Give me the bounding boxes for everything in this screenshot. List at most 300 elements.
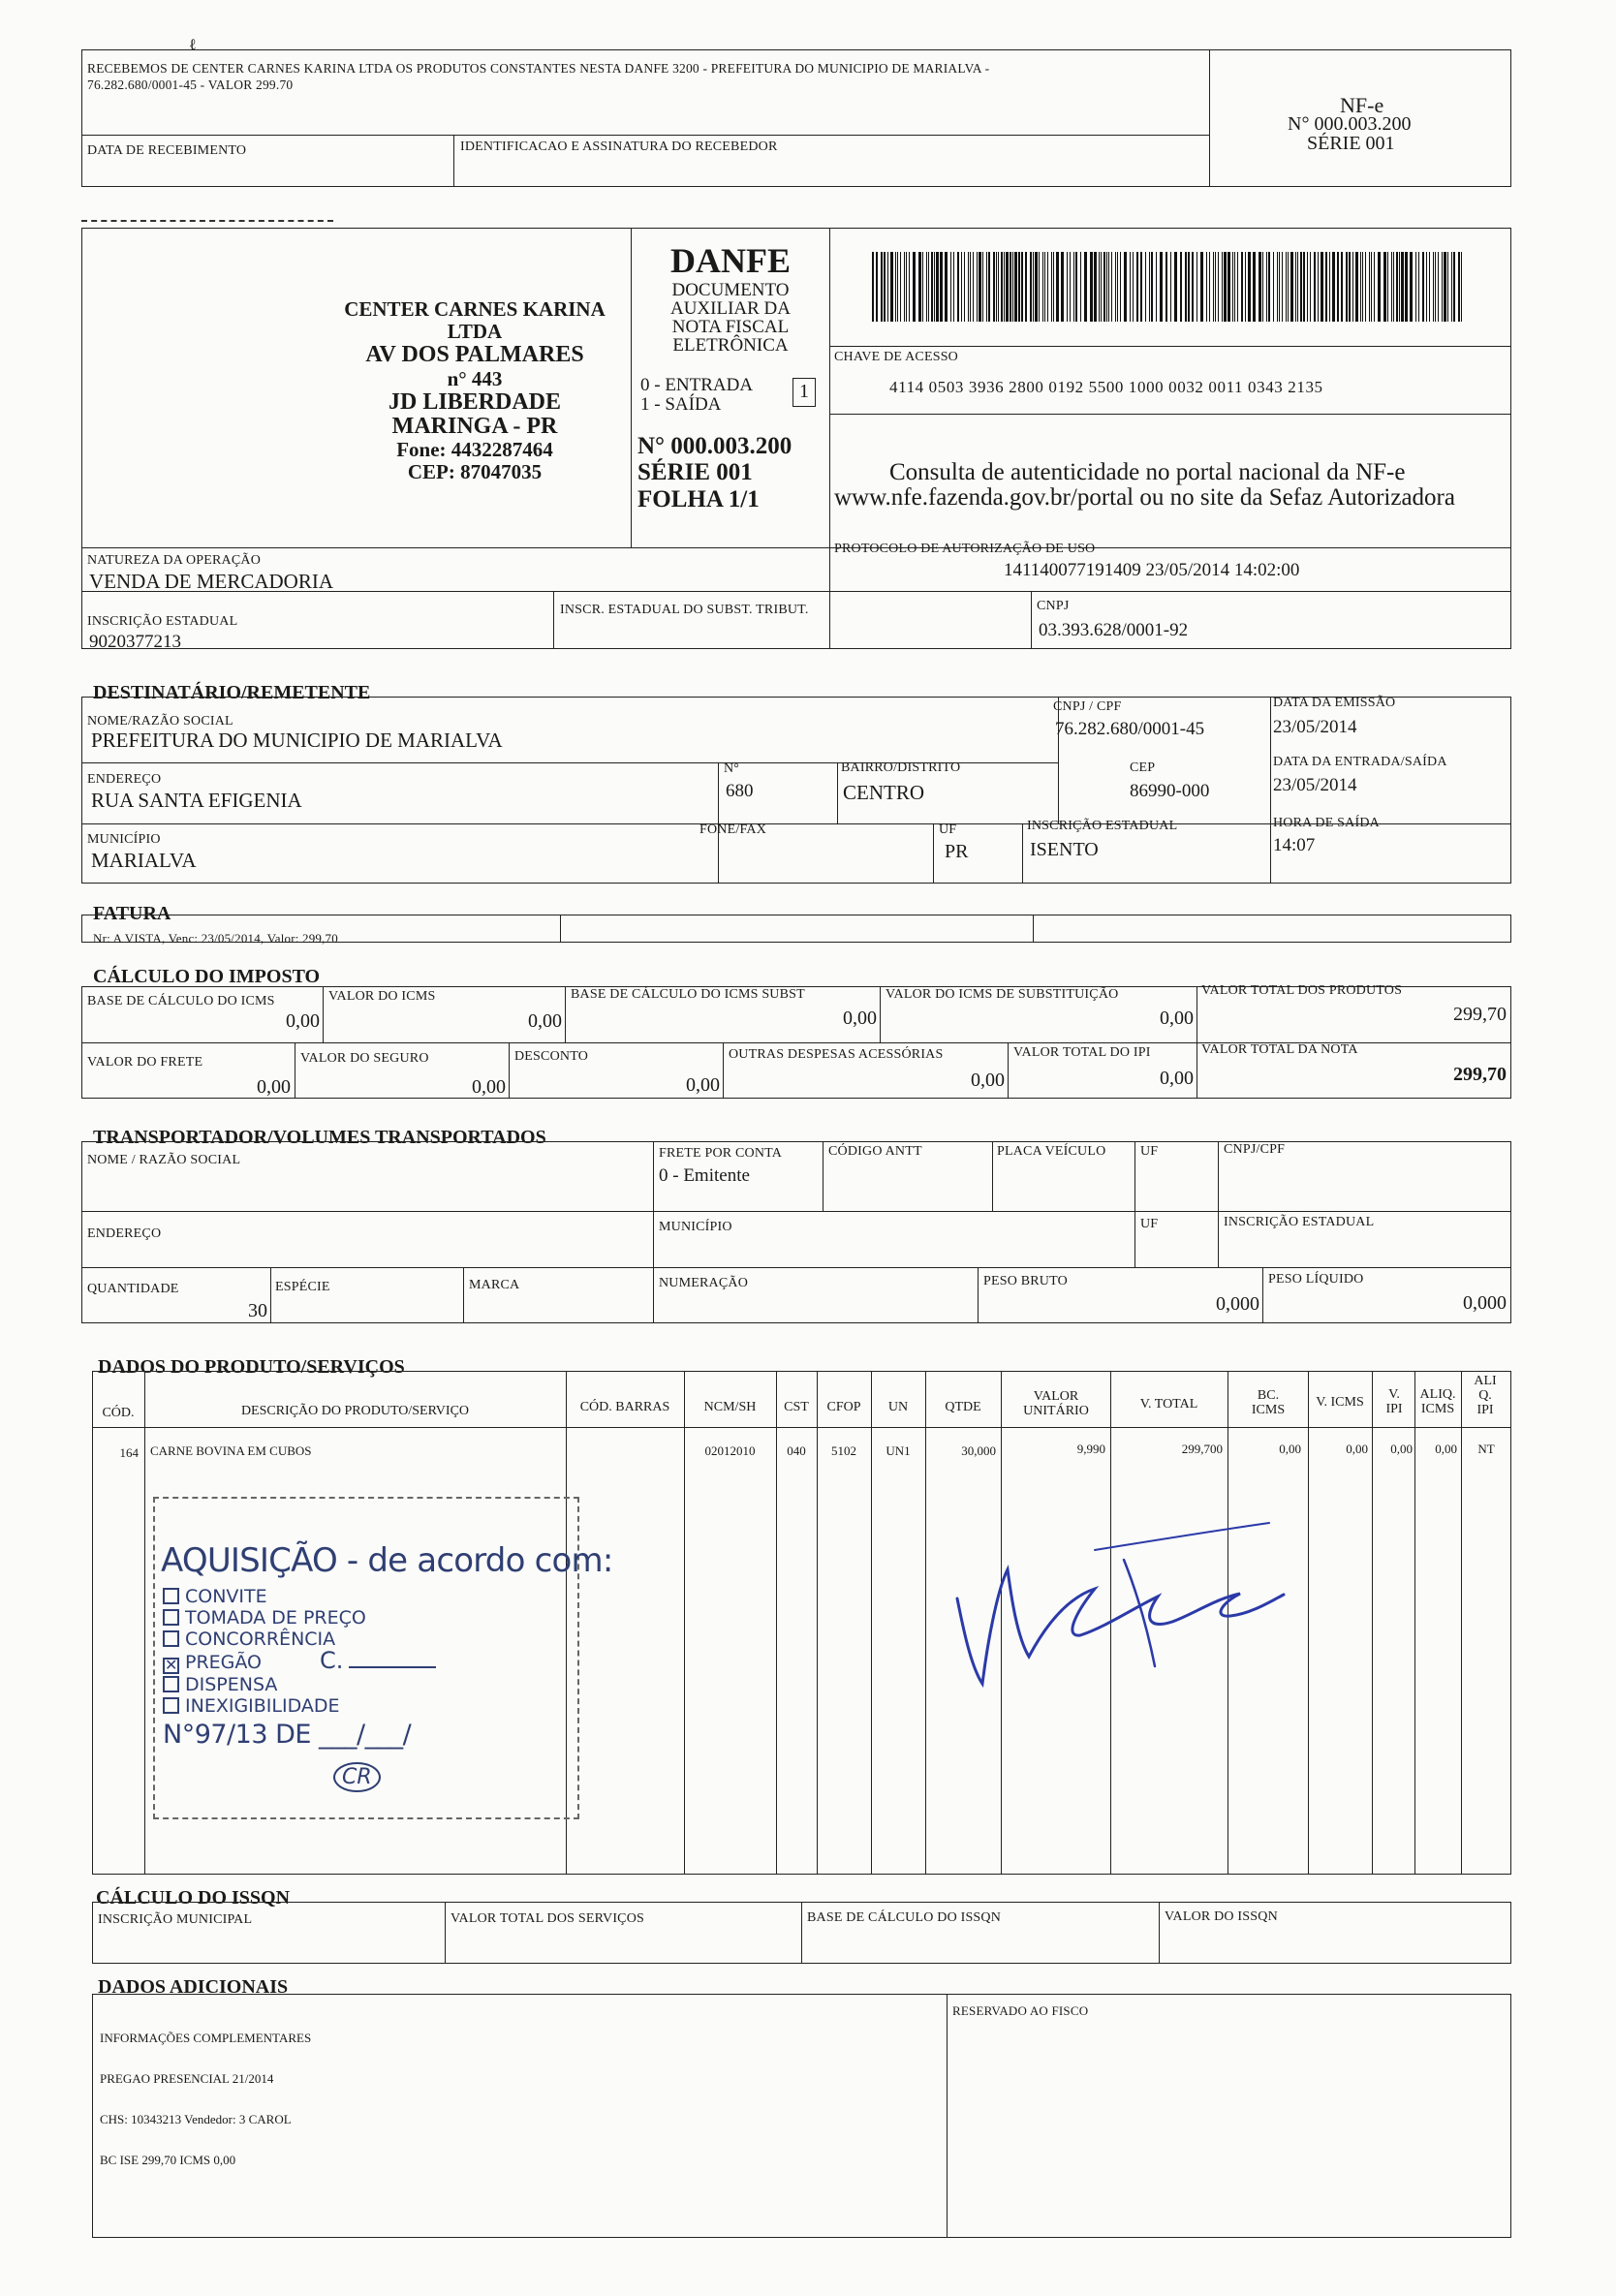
divider bbox=[81, 1211, 1511, 1212]
barcode-bar bbox=[1391, 252, 1392, 322]
barcode-bar bbox=[926, 252, 927, 322]
signature-initials: N bbox=[949, 1521, 950, 1522]
danfe-folha: FOLHA 1/1 bbox=[637, 486, 760, 512]
imposto-section: CÁLCULO DO IMPOSTO bbox=[93, 966, 321, 987]
barcode-bar bbox=[1124, 252, 1127, 322]
barcode-bar bbox=[1297, 252, 1298, 322]
barcode-bar bbox=[945, 252, 948, 322]
dest-municipio-value: MARIALVA bbox=[91, 849, 197, 872]
barcode-bar bbox=[913, 252, 916, 322]
divider bbox=[933, 823, 934, 884]
aquisicao-stamp bbox=[153, 1497, 613, 1819]
cut-line bbox=[81, 220, 333, 222]
stamp-title: AQUISIÇÃO - de acordo com: bbox=[161, 1541, 613, 1580]
barcode-bar bbox=[1018, 252, 1020, 322]
transp-endereco-label: ENDEREÇO bbox=[87, 1226, 162, 1241]
danfe-entrada: 0 - ENTRADA bbox=[640, 375, 754, 395]
total-nota-label: VALOR TOTAL DA NOTA bbox=[1201, 1042, 1358, 1057]
barcode-bar bbox=[1248, 252, 1251, 322]
barcode-bar bbox=[1369, 252, 1370, 322]
data-recebimento-label: DATA DE RECEBIMENTO bbox=[87, 143, 247, 158]
barcode-bar bbox=[1094, 252, 1097, 322]
valor-subst-value: 0,00 bbox=[1160, 1008, 1194, 1029]
transportador-section: TRANSPORTADOR/VOLUMES TRANSPORTADOS bbox=[93, 1127, 546, 1148]
transp-peso-bruto-label: PESO BRUTO bbox=[983, 1274, 1068, 1288]
barcode-bar bbox=[977, 252, 978, 322]
barcode-bar bbox=[1337, 252, 1339, 322]
barcode-bar bbox=[1360, 252, 1361, 322]
dest-nome-value: PREFEITURA DO MUNICIPIO DE MARIALVA bbox=[91, 729, 503, 752]
barcode-bar bbox=[1314, 252, 1316, 322]
danfe-subtitle-line: ELETRÔNICA bbox=[672, 335, 789, 356]
cell-cfop: 5102 bbox=[831, 1443, 856, 1458]
barcode-bar bbox=[876, 252, 878, 322]
base-subst-value: 0,00 bbox=[843, 1008, 877, 1029]
barcode-bar bbox=[1042, 252, 1043, 322]
barcode-bar bbox=[1237, 252, 1238, 322]
barcode-bar bbox=[1307, 252, 1308, 322]
barcode-bar bbox=[1120, 252, 1121, 322]
barcode-bar bbox=[1332, 252, 1335, 322]
barcode-bar bbox=[1422, 252, 1424, 322]
adicionais-info-line: BC ISE 299,70 ICMS 0,00 bbox=[100, 2153, 236, 2167]
divider bbox=[880, 986, 881, 1042]
transp-antt-label: CÓDIGO ANTT bbox=[828, 1144, 922, 1159]
barcode-bar bbox=[1021, 252, 1023, 322]
transp-frete-value: 0 - Emitente bbox=[659, 1165, 750, 1186]
stamp-pregao-suffix: C. bbox=[320, 1647, 344, 1674]
stamp-option-convite bbox=[163, 1586, 436, 1607]
checkbox-checked-icon: ✕ bbox=[165, 1656, 178, 1674]
barcode-bar bbox=[1341, 252, 1343, 322]
barcode-bar bbox=[1053, 252, 1054, 322]
adicionais-info bbox=[100, 2004, 311, 2181]
cell-desc: CARNE BOVINA EM CUBOS bbox=[150, 1443, 312, 1458]
base-icms-value: 0,00 bbox=[286, 1010, 320, 1032]
barcode-bar bbox=[1145, 252, 1146, 322]
col-aliqicms: ALIQ. ICMS bbox=[1419, 1387, 1456, 1416]
emitente-district: JD LIBERDADE bbox=[388, 389, 562, 415]
barcode-bar bbox=[1241, 252, 1243, 322]
total-prod-label: VALOR TOTAL DOS PRODUTOS bbox=[1201, 983, 1403, 998]
col-vtotal: V. TOTAL bbox=[1139, 1397, 1198, 1412]
col-ncm: NCM/SH bbox=[703, 1400, 757, 1414]
dest-nome-label: NOME/RAZÃO SOCIAL bbox=[87, 714, 233, 729]
cell-vtotal: 299,700 bbox=[1181, 1442, 1223, 1456]
col-barras: CÓD. BARRAS bbox=[579, 1400, 670, 1414]
transp-numeracao-label: NUMERAÇÃO bbox=[659, 1276, 749, 1290]
barcode-bar bbox=[1396, 252, 1398, 322]
transp-especie-label: ESPÉCIE bbox=[275, 1280, 330, 1294]
ipi-label: VALOR TOTAL DO IPI bbox=[1013, 1045, 1151, 1060]
barcode-bar bbox=[1426, 252, 1427, 322]
barcode-bar bbox=[1387, 252, 1388, 322]
barcode-bar bbox=[968, 252, 969, 322]
divider bbox=[270, 1267, 271, 1323]
barcode-bar bbox=[1266, 252, 1267, 322]
barcode-bar bbox=[1374, 252, 1375, 322]
barcode-bar bbox=[1310, 252, 1311, 322]
stamp-option-concorrencia bbox=[163, 1629, 436, 1650]
ie-subst-label: INSCR. ESTADUAL DO SUBST. TRIBUT. bbox=[560, 603, 809, 617]
barcode-bar bbox=[1447, 252, 1448, 322]
divider bbox=[1262, 1267, 1263, 1323]
ipi-value: 0,00 bbox=[1160, 1068, 1194, 1089]
emitente-city: MARINGA - PR bbox=[391, 414, 558, 439]
identificacao-label: IDENTIFICACAO E ASSINATURA DO RECEBEDOR bbox=[460, 140, 778, 154]
barcode-bar bbox=[1033, 252, 1034, 322]
cell-vunit: 9,990 bbox=[1076, 1442, 1105, 1456]
divider bbox=[1008, 1042, 1009, 1099]
dest-hora-value: 14:07 bbox=[1273, 835, 1316, 855]
transp-quantidade-label: QUANTIDADE bbox=[87, 1282, 179, 1296]
barcode-bar bbox=[1355, 252, 1358, 322]
cell-qtde: 30,000 bbox=[961, 1443, 996, 1458]
barcode-bar bbox=[1039, 252, 1040, 322]
seguro-label: VALOR DO SEGURO bbox=[300, 1051, 429, 1066]
barcode-bar bbox=[900, 252, 901, 322]
cell-vipi: 0,00 bbox=[1390, 1442, 1413, 1456]
col-cod: CÓD. bbox=[102, 1406, 135, 1420]
barcode-bar bbox=[957, 252, 959, 322]
stamp-option-label: CONVITE bbox=[185, 1586, 267, 1607]
stamp-options bbox=[163, 1586, 436, 1717]
danfe-serie: SÉRIE 001 bbox=[637, 459, 753, 485]
barcode-bar bbox=[904, 252, 905, 322]
protocolo-label: PROTOCOLO DE AUTORIZAÇÃO DE USO bbox=[834, 542, 1096, 556]
transp-quantidade-value: 30 bbox=[248, 1300, 267, 1321]
dest-emissao-value: 23/05/2014 bbox=[1273, 717, 1357, 737]
destinatario-section: DESTINATÁRIO/REMETENTE bbox=[93, 682, 371, 703]
adicionais-info-line: INFORMAÇÕES COMPLEMENTARES bbox=[100, 2031, 312, 2045]
dest-uf-label: UF bbox=[939, 822, 957, 837]
barcode-bar bbox=[1044, 252, 1045, 322]
barcode-bar bbox=[1130, 252, 1131, 322]
barcode-bar bbox=[1438, 252, 1439, 322]
barcode-bar bbox=[1442, 252, 1443, 322]
cnpj-value: 03.393.628/0001-92 bbox=[1039, 620, 1189, 640]
protocolo-value: 141140077191409 23/05/2014 14:02:00 bbox=[1004, 560, 1300, 580]
stamp-option-label: INEXIGIBILIDADE bbox=[185, 1695, 340, 1717]
barcode-bar bbox=[1383, 252, 1386, 322]
barcode-bar bbox=[950, 252, 951, 322]
col-cst: CST bbox=[784, 1400, 809, 1414]
ie-label: INSCRIÇÃO ESTADUAL bbox=[87, 614, 238, 629]
natureza-label: NATUREZA DA OPERAÇÃO bbox=[87, 553, 262, 568]
dest-num-value: 680 bbox=[726, 781, 754, 801]
barcode-bar bbox=[1035, 252, 1038, 322]
transp-municipio-label: MUNICÍPIO bbox=[659, 1220, 732, 1234]
barcode-bar bbox=[1151, 252, 1153, 322]
barcode-bar bbox=[973, 252, 974, 322]
checkbox-icon bbox=[163, 1697, 179, 1714]
barcode-bar bbox=[1075, 252, 1077, 322]
barcode-bar bbox=[928, 252, 929, 322]
danfe-title: DANFE bbox=[670, 241, 791, 280]
barcode-bar bbox=[1160, 252, 1163, 322]
barcode-bar bbox=[872, 252, 874, 322]
barcode-bar bbox=[1245, 252, 1246, 322]
divider bbox=[445, 1902, 446, 1964]
barcode-bar bbox=[1061, 252, 1064, 322]
danfe-subtitle bbox=[632, 281, 829, 355]
col-vunit: VALOR UNITÁRIO bbox=[1023, 1389, 1089, 1418]
barcode-bar bbox=[1010, 252, 1011, 322]
barcode-bar bbox=[1030, 252, 1032, 322]
stamp-initials: CR bbox=[333, 1762, 381, 1792]
barcode-bar bbox=[1111, 252, 1112, 322]
divider bbox=[992, 1141, 993, 1211]
stamp-option-tomada bbox=[163, 1607, 436, 1629]
barcode-bar bbox=[1108, 252, 1109, 322]
divider bbox=[723, 1042, 724, 1099]
danfe-subtitle-line: AUXILIAR DA bbox=[669, 298, 791, 319]
cell-ncm: 02012010 bbox=[704, 1443, 756, 1458]
checkbox-icon bbox=[163, 1630, 179, 1647]
barcode-bar bbox=[993, 252, 995, 322]
stamp-option-inexigibilidade bbox=[163, 1695, 436, 1717]
barcode-bar bbox=[1329, 252, 1330, 322]
transp-cnpj-label: CNPJ/CPF bbox=[1224, 1142, 1286, 1157]
barcode-bar bbox=[1174, 252, 1177, 322]
barcode-bar bbox=[1346, 252, 1348, 322]
col-desc: DESCRIÇÃO DO PRODUTO/SERVIÇO bbox=[240, 1404, 470, 1418]
dest-cnpj-value: 76.282.680/0001-45 bbox=[1055, 719, 1205, 739]
barcode-bar bbox=[1103, 252, 1105, 322]
barcode-bar bbox=[909, 252, 910, 322]
emitente-name1: CENTER CARNES KARINA bbox=[344, 297, 606, 321]
divider bbox=[1022, 823, 1023, 884]
dest-entrada-label: DATA DA ENTRADA/SAÍDA bbox=[1273, 755, 1447, 769]
barcode-bar bbox=[1001, 252, 1003, 322]
divider bbox=[463, 1267, 464, 1323]
desconto-value: 0,00 bbox=[686, 1074, 720, 1096]
canhoto-nfe-serie: SÉRIE 001 bbox=[1307, 133, 1395, 154]
transp-marca-label: MARCA bbox=[469, 1278, 520, 1292]
barcode-bar bbox=[1117, 252, 1118, 322]
emitente-name2: LTDA bbox=[447, 320, 503, 343]
issqn-servicos-label: VALOR TOTAL DOS SERVIÇOS bbox=[451, 1911, 645, 1926]
barcode-bar bbox=[1133, 252, 1134, 322]
barcode-bar bbox=[1051, 252, 1052, 322]
checkbox-icon bbox=[163, 1609, 179, 1626]
barcode-bar bbox=[1099, 252, 1100, 322]
barcode-bar bbox=[1303, 252, 1305, 322]
divider bbox=[947, 1994, 948, 2238]
divider bbox=[323, 986, 324, 1042]
stamp-option-pregao bbox=[163, 1647, 436, 1674]
stamp-option-label: DISPENSA bbox=[185, 1674, 278, 1695]
divider bbox=[565, 986, 566, 1042]
barcode-bar bbox=[1259, 252, 1261, 322]
barcode-bar bbox=[1213, 252, 1214, 322]
barcode-bar bbox=[1453, 252, 1455, 322]
col-vicms: V. ICMS bbox=[1316, 1395, 1364, 1410]
barcode-bar bbox=[1006, 252, 1009, 322]
barcode-bar bbox=[1273, 252, 1274, 322]
seguro-value: 0,00 bbox=[472, 1076, 506, 1098]
barcode-bar bbox=[1101, 252, 1102, 322]
barcode-bar bbox=[1170, 252, 1171, 322]
dest-cep-value: 86990-000 bbox=[1130, 781, 1210, 801]
base-subst-label: BASE DE CÁLCULO DO ICMS SUBST bbox=[571, 987, 805, 1002]
produtos-section: DADOS DO PRODUTO/SERVIÇOS bbox=[98, 1356, 405, 1378]
danfe-subtitle-line: NOTA FISCAL bbox=[671, 317, 790, 337]
cell-aliqipi: NT bbox=[1477, 1442, 1495, 1456]
divider bbox=[823, 1141, 824, 1211]
barcode-bar bbox=[1349, 252, 1351, 322]
barcode-bar bbox=[996, 252, 997, 322]
divider bbox=[1134, 1141, 1135, 1267]
barcode-bar bbox=[940, 252, 943, 322]
barcode-bar bbox=[922, 252, 923, 322]
emitente-number: n° 443 bbox=[447, 367, 503, 390]
frete-label: VALOR DO FRETE bbox=[87, 1055, 203, 1070]
barcode-bar bbox=[884, 252, 886, 322]
dest-endereco-label: ENDEREÇO bbox=[87, 772, 162, 787]
issqn-valor-label: VALOR DO ISSQN bbox=[1165, 1909, 1278, 1924]
barcode-bar bbox=[1362, 252, 1363, 322]
barcode-bar bbox=[1200, 252, 1203, 322]
barcode-bar bbox=[936, 252, 939, 322]
barcode-bar bbox=[998, 252, 999, 322]
cell-cst: 040 bbox=[787, 1443, 806, 1458]
barcode-bar bbox=[1222, 252, 1223, 322]
divider bbox=[553, 591, 554, 649]
fatura-section: FATURA bbox=[93, 903, 171, 924]
barcode-bar bbox=[931, 252, 933, 322]
adicionais-info-line: CHS: 10343213 Vendedor: 3 CAROL bbox=[100, 2112, 292, 2126]
dest-emissao-label: DATA DA EMISSÃO bbox=[1273, 696, 1396, 710]
transp-uf2-label: UF bbox=[1140, 1217, 1159, 1231]
valor-icms-label: VALOR DO ICMS bbox=[328, 989, 436, 1004]
barcode-bar bbox=[1140, 252, 1142, 322]
barcode-bar bbox=[1352, 252, 1353, 322]
stamp-option-label: PREGÃO bbox=[185, 1652, 263, 1673]
emitente-phone: Fone: 4432287464 bbox=[396, 438, 553, 461]
dest-cnpj-label: CNPJ / CPF bbox=[1053, 699, 1122, 714]
barcode-bar bbox=[887, 252, 888, 322]
desconto-label: DESCONTO bbox=[514, 1049, 589, 1064]
divider bbox=[1033, 915, 1034, 943]
chave-label: CHAVE DE ACESSO bbox=[834, 350, 958, 364]
barcode-bar bbox=[1378, 252, 1381, 322]
divider bbox=[829, 346, 1511, 347]
barcode-bar bbox=[1444, 252, 1446, 322]
barcode-bar bbox=[1224, 252, 1227, 322]
dest-uf-value: PR bbox=[945, 841, 969, 862]
divider bbox=[978, 1267, 979, 1323]
barcode-bar bbox=[1371, 252, 1372, 322]
barcode bbox=[872, 252, 1465, 322]
divider bbox=[801, 1902, 802, 1964]
stamp-numero: N°97/13 DE ___/___/ bbox=[163, 1720, 412, 1750]
divider bbox=[1058, 697, 1059, 823]
transportador-block bbox=[81, 1141, 1511, 1323]
dest-ie-value: ISENTO bbox=[1030, 839, 1099, 860]
barcode-bar bbox=[1106, 252, 1107, 322]
barcode-bar bbox=[953, 252, 954, 322]
barcode-bar bbox=[1458, 252, 1460, 322]
barcode-bar bbox=[934, 252, 935, 322]
barcode-bar bbox=[1282, 252, 1283, 322]
barcode-bar bbox=[1215, 252, 1216, 322]
divider bbox=[1159, 1902, 1160, 1964]
col-vipi: V. IPI bbox=[1385, 1387, 1403, 1416]
barcode-bar bbox=[1461, 252, 1462, 322]
dest-num-label: N° bbox=[724, 761, 740, 776]
barcode-bar bbox=[1004, 252, 1005, 322]
barcode-bar bbox=[1012, 252, 1013, 322]
barcode-bar bbox=[961, 252, 962, 322]
barcode-bar bbox=[979, 252, 981, 322]
signature bbox=[949, 1521, 1308, 1705]
cell-vicms: 0,00 bbox=[1346, 1442, 1368, 1456]
stamp-option-dispensa bbox=[163, 1674, 436, 1695]
dest-ie-label: INSCRIÇÃO ESTADUAL bbox=[1027, 819, 1178, 833]
barcode-bar bbox=[1067, 252, 1068, 322]
transp-uf-label: UF bbox=[1140, 1144, 1159, 1159]
barcode-bar bbox=[897, 252, 898, 322]
barcode-bar bbox=[964, 252, 965, 322]
total-nota-value: 299,70 bbox=[1453, 1064, 1507, 1085]
barcode-bar bbox=[1429, 252, 1430, 322]
barcode-bar bbox=[1405, 252, 1408, 322]
barcode-bar bbox=[1188, 252, 1190, 322]
barcode-bar bbox=[1070, 252, 1071, 322]
canhoto-text-line2: 76.282.680/0001-45 - VALOR 299.70 bbox=[87, 78, 294, 92]
barcode-bar bbox=[1399, 252, 1400, 322]
barcode-bar bbox=[1268, 252, 1270, 322]
barcode-bar bbox=[895, 252, 896, 322]
adicionais-section: DADOS ADICIONAIS bbox=[98, 1976, 289, 1998]
col-aliqipi: ALI Q. IPI bbox=[1474, 1374, 1497, 1417]
transp-frete-label: FRETE POR CONTA bbox=[659, 1146, 783, 1161]
danfe-subtitle-line: DOCUMENTO bbox=[671, 280, 790, 300]
barcode-bar bbox=[1014, 252, 1017, 322]
emitente-address: AV DOS PALMARES bbox=[365, 342, 584, 367]
barcode-bar bbox=[988, 252, 990, 322]
divider bbox=[837, 762, 838, 823]
col-cfop: CFOP bbox=[826, 1400, 861, 1414]
barcode-bar bbox=[1073, 252, 1074, 322]
checkbox-icon bbox=[163, 1588, 179, 1604]
canhoto-nfe-label: NF-e bbox=[1340, 93, 1384, 117]
divider bbox=[1209, 49, 1210, 187]
dest-hora-label: HORA DE SAÍDA bbox=[1273, 816, 1380, 830]
fatura-text: Nr: A VISTA, Venc: 23/05/2014, Valor: 299,70 bbox=[93, 931, 338, 946]
barcode-bar bbox=[1415, 252, 1416, 322]
adicionais-info-line: PREGAO PRESENCIAL 21/2014 bbox=[100, 2071, 274, 2086]
outras-value: 0,00 bbox=[971, 1070, 1005, 1091]
barcode-bar bbox=[1234, 252, 1235, 322]
danfe-tipo: 1 bbox=[799, 381, 809, 402]
scribble-mark: ℓ bbox=[189, 37, 197, 53]
divider bbox=[1031, 591, 1032, 649]
barcode-bar bbox=[970, 252, 971, 322]
barcode-bar bbox=[890, 252, 893, 322]
emitente-block bbox=[320, 298, 630, 483]
barcode-bar bbox=[1325, 252, 1327, 322]
barcode-bar bbox=[1115, 252, 1116, 322]
ie-value: 9020377213 bbox=[89, 632, 181, 652]
barcode-bar bbox=[1084, 252, 1087, 322]
barcode-bar bbox=[1295, 252, 1296, 322]
danfe-numero: N° 000.003.200 bbox=[637, 433, 792, 459]
col-qtde: QTDE bbox=[945, 1400, 981, 1414]
frete-value: 0,00 bbox=[257, 1076, 291, 1098]
stamp-pregao-line bbox=[349, 1666, 436, 1668]
